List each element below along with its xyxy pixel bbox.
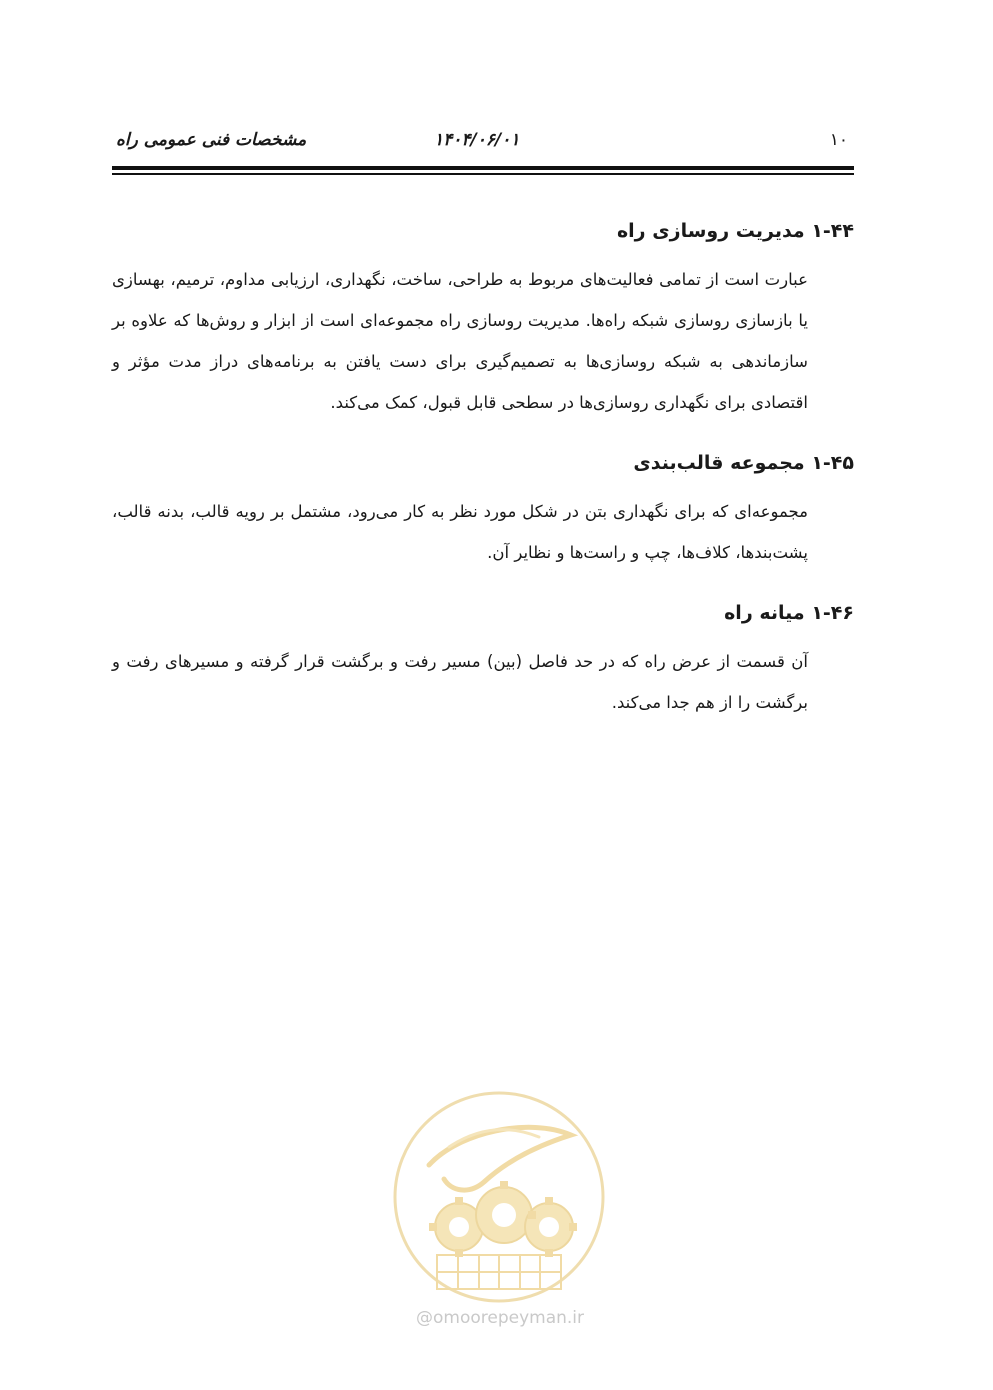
watermark-logo <box>389 1087 609 1307</box>
section-heading: ۱-۴۶ میانه راه <box>724 602 854 624</box>
section-formwork-assembly <box>112 445 854 573</box>
section-heading: ۱-۴۵ مجموعه قالب‌بندی <box>633 452 854 474</box>
header-rule-thin <box>112 173 854 175</box>
main-content <box>112 213 854 745</box>
watermark-logo-icon <box>389 1087 609 1307</box>
section-median <box>112 595 854 723</box>
header-title: مشخصات فنی عمومی راه <box>116 130 307 150</box>
page-number: ۱۰ <box>829 130 848 150</box>
header-date: ۱۴۰۴/۰۶/۰۱ <box>434 130 520 150</box>
section-body: عبارت است از تمامی فعالیت‌های مربوط به طراحی، ساخت، نگهداری، ارزیابی مداوم، ترمیم، بهسازی یا بازسازی روسازی شبکه راه‌ها. مدیریت روسازی راه مجموعه‌ای است از ابزار و روش‌ها که علاوه بر سازماندهی به شبکه روسازی‌ها به تصمیم‌گیری برای دست یافتن به برنامه‌های دراز مدت مؤثر و اقتصادی برای نگهداری روسازی‌ها در سطحی قابل قبول، کمک می‌کند. <box>112 270 808 412</box>
page-header <box>112 126 854 162</box>
header-rule-thick <box>112 166 854 170</box>
section-body: آن قسمت از عرض راه که در حد فاصل (بین) مسیر رفت و برگشت قرار گرفته و مسیرهای رفت و برگشت را از هم جدا می‌کند. <box>112 652 808 712</box>
section-body: مجموعه‌ای که برای نگهداری بتن در شکل مورد نظر به کار می‌رود، مشتمل بر رویه قالب، بدنه قالب، پشت‌بندها، کلاف‌ها، چپ و راست‌ها و نظایر آن. <box>112 502 808 562</box>
section-heading: ۱-۴۴ مدیریت روسازی راه <box>616 220 854 242</box>
section-pavement-management <box>112 213 854 423</box>
watermark-caption: @omoorepeyman.ir <box>415 1308 585 1328</box>
